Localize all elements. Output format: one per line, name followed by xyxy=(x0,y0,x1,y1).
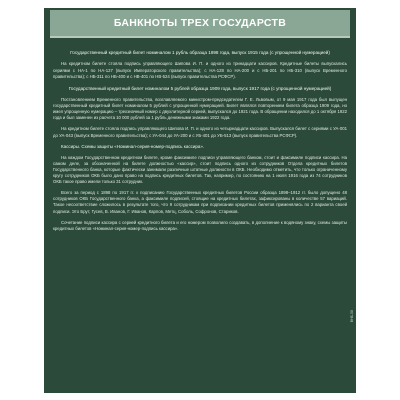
body-paragraph-1: На каждом Государственном кредитном билете, кроме факсимиле подписи управляющего банком, стоит и факсимиле подписи кассира. На самом деле, за обозначенной на билете должностью «кассир», стоит подпись одного из сотрудников Отдела кредитных билетов Государственного банка, которые фактически занимали различные штатные должности в ОКБ. Необходимо отметить, что только ограниченному кругу сотрудников ОКБ было дано право на подпись кредитных билетов. Так, например, по состоянию на 1 июля 1916 года из 74 сотрудников ОКБ такое право имели только 31 сотрудник. xyxy=(53,154,347,185)
page xyxy=(44,8,356,393)
body-paragraph-2: Всего за период с 1898 по 1917 гг. к подписанию Государственных кредитных билетов России образца 1898–1912 гг. было допущено 48 сотрудников ОКБ Государственного банка, а факсимиле подписей, стоящие на кредитных билетах, зафиксированы в количестве 57 вариаций. Такое несоответствие сложилось в результате того, что 9 сотрудникам при подписании кредитных билетов применялись по 2 варианта своей подписи. Это Брут, Гусев, В. Иванов, Г. Иванов, Карпов, Метц, Соболь, Софронов, Стариков. xyxy=(53,190,347,214)
section-heading-1: Государственный кредитный билет номиналом 1 рубль образца 1898 года, выпуск 1915 года (с упрощенной нумерацией) xyxy=(70,50,330,55)
section-2-paragraph-1: Постановлением Временного правительства, возглавляемого министром-председателем Г. Е. Львовым, от 9 мая 1917 года был выпущен государственный кредитный билет номиналом 5 рублей с упрощенной нумерацией. Билет являлся повторением билета образца 1909 года, но имел упрощенную нумерацию – трехзначный номер с двухлитерной серией, выпускался до 1921 года. В обращении находился до 1 октября 1922 года и был заменен из расчета 10 000 рублей за 1 рубль денежными знаками 1922 года. xyxy=(53,97,347,121)
article-body xyxy=(44,38,356,232)
section-2-paragraph-2: На кредитном билете стояла подпись управляющего Шипова И. П. и одного из четырнадцати кассиров. Выпускался билет с сериями с УА-001 до УА-043 (выпуск Временного правительства); с УА-044 до УА-200 и с УБ-401 до УБ-513 (выпуск правительства РСФСР). xyxy=(53,126,347,138)
kassiry-heading: Кассиры. Схемы защиты «Номинал-серия-номер-подпись кассира». xyxy=(61,143,205,149)
page-title: БАНКНОТЫ ТРЕХ ГОСУДАРСТВ xyxy=(50,8,350,38)
section-1-paragraph: На кредитном билете стояла подпись управляющего Шипова И. П. и одного из тринадцати кассиров. Кредитные билеты выпускались сериями с НА-1 по НА-127 (выпуск Императорского правительства); с НА-128 по НА-200 и с НБ-201 по НБ-310 (выпуск Временного правительства); с НБ-311 по НБ-400 и с НВ-401 по НВ-524 (выпуск правительства РСФСР). xyxy=(53,61,347,79)
section-heading-2: Государственный кредитный билет номиналом 5 рублей образца 1909 года, выпуск 1917 года (с упрощенной нумерацией) xyxy=(68,85,332,91)
body-paragraph-3: Сочетание подписи кассира с серией кредитного билета и его номером позволило создавать, в дополнение к водяному знаку, схемы защиты кредитных билетов «Номинал-серия-номер-подпись кассира». xyxy=(53,219,347,231)
side-code: ВНБ-58 xyxy=(350,310,354,323)
